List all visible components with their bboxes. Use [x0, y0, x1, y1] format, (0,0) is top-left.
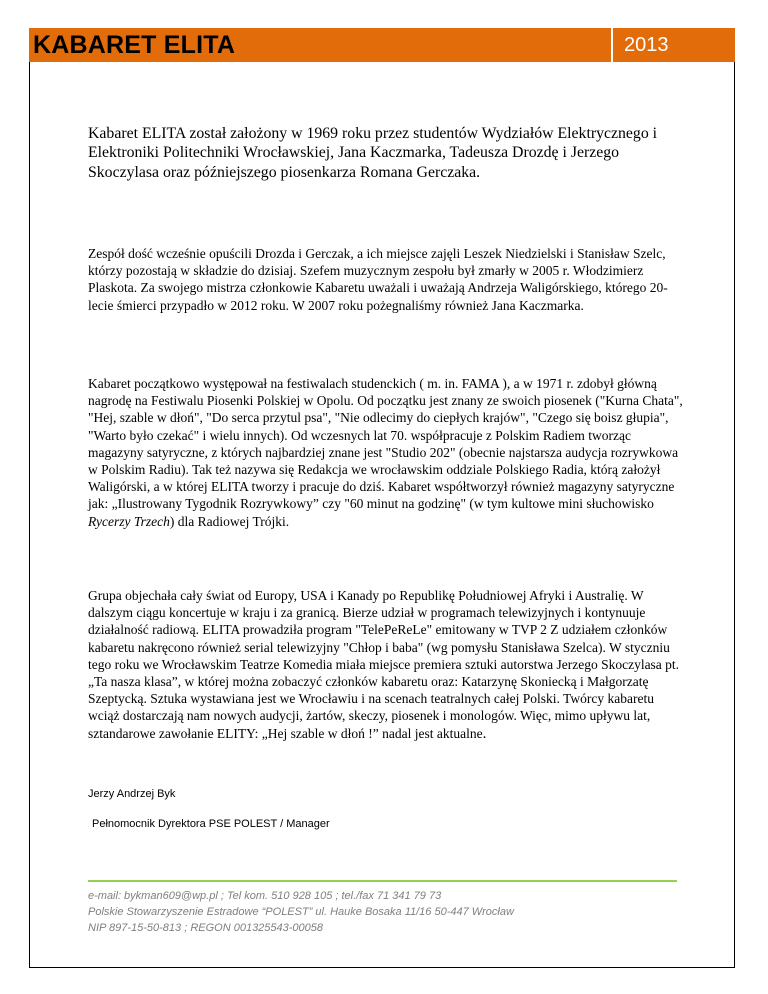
paragraph-tours-text: Grupa objechała cały świat od Europy, USA i Kanady po Republikę Południowej Afryki i Australię. W dalszym ciągu koncertuje w kraju i za granicą. Bierze udział w programach telewizyjnych i kontynuuje działalność radiową. ELITA prowadziła program "TelePeReLe" emitowany w TVP 2 Z udziałem członków kabaretu nakręcono również serial telewizyjny "Chłop i baba" (wg pomysłu Stanisława Szelca). W styczniu tego roku we Wrocławskim Teatrze Komedia miała miejsce premiera sztuki autorstwa Jerzego Skoczylasa pt. „Ta nasza klasa”, w której można zobaczyć członków kabaretu oraz: Katarzynę Skoniecką i Małgorzatę Szeptycką. Sztuka wystawiana jest we Wrocławiu i na scenach teatralnych całej Polski. Twórcy kabaretu wciąż dostarczają nam nowych audycji, żartów, skeczy, piosenek i monologów. Więc, mimo upływu lat, sztandarowe zawołanie ELITY: „Hej szable w dłoń !” nadal jest aktualne	[88, 588, 680, 741]
signature-role: Pełnomocnik Dyrektora PSE POLEST / Manager	[92, 818, 330, 830]
paragraph-history	[88, 375, 688, 530]
paragraph-tours-end: .	[482, 725, 487, 742]
footer	[88, 888, 688, 936]
paragraph-history-end: ) dla Radiowej Trójki.	[169, 513, 290, 529]
paragraph-tours	[88, 587, 688, 743]
header-year: 2013	[613, 28, 735, 62]
footer-address: Polskie Stowarzyszenie Estradowe “POLEST” ul. Hauke Bosaka 11/16 50-447 Wrocław	[88, 906, 514, 918]
paragraph-history-text: Kabaret początkowo występował na festiwalach studenckich ( m. in. FAMA ), a w 1971 r. zdobył główną nagrodę na Festiwalu Piosenki Polskiej w Opolu. Od początku jest znany ze swoich piosenek ("Kurna Chata", "Hej, szable w dłoń", "Do serca przytul psa", "Nie odlecimy do ciepłych krajów", "Czego się boisz głupia", "Warto było czekać" i wielu innych). Od wczesnych lat 70. współpracuje z Polskim Radiem tworząc magazyny satyryczne, z których najbardziej znane jest "Studio 202" (obecnie najstarsza audycja rozrywkowa w Polskim Radiu). Tak też nazywa się Redakcja we wrocławskim oddziale Polskiego Radia, którą założył Waligórski, a w której ELITA tworzy i pracuje do dziś. Kabaret współtworzył również magazyny satyryczne jak: „Ilustrowany Tygodnik Rozrywkowy” czy "60 minut na godzinę" (w tym kultowe mini słuchowisko	[88, 376, 683, 512]
footer-contact: e-mail: bykman609@wp.pl ; Tel kom. 510 928 105 ; tel./fax 71 341 79 73	[88, 890, 442, 902]
paragraph-members: Zespół dość wcześnie opuścili Drozda i Gerczak, a ich miejsce zajęli Leszek Niedzielski i Stanisław Szelc, którzy pozostają w składzie do dzisiaj. Szefem muzycznym zespołu był zmarły w 2005 r. Włodzimierz Plaskota. Za swojego mistrza członkowie Kabaretu uważali i uważają Andrzeja Waligórskiego, którego 20-lecie śmierci przypadło w 2012 roku. W 2007 roku pożegnaliśmy również Jana Kaczmarka.	[88, 246, 668, 313]
signature-name: Jerzy Andrzej Byk	[88, 788, 176, 800]
footer-registration: NIP 897-15-50-813 ; REGON 001325543-00058	[88, 922, 324, 934]
paragraph-history-italic: Rycerzy Trzech	[88, 513, 170, 529]
header-bar	[29, 28, 735, 62]
header-title: KABARET ELITA	[29, 28, 611, 62]
footer-divider	[88, 880, 677, 882]
intro-paragraph: Kabaret ELITA został założony w 1969 roku przez studentów Wydziałów Elektrycznego i Elektroniki Politechniki Wrocławskiej, Jana Kaczmarka, Tadeusza Drozdę i Jerzego Skoczylasa oraz późniejszego piosenkarza Romana Gerczaka.	[88, 125, 658, 181]
header-year-box	[611, 28, 735, 62]
